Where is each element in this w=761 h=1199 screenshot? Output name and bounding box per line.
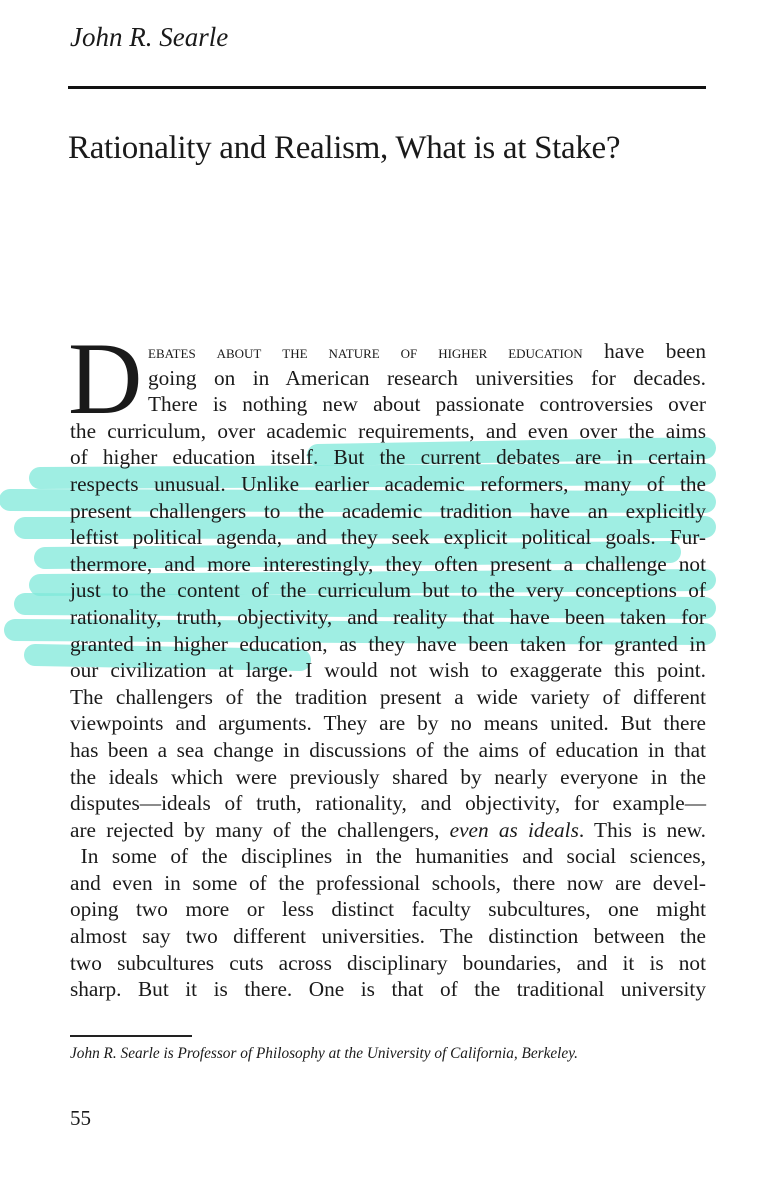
header-rule — [68, 86, 706, 89]
text-segment: are rejected by many of the challengers, — [70, 817, 450, 842]
text-line — [70, 710, 706, 737]
text-segment: respects unusual. Unlike earlier academic reformers, many of the — [70, 471, 706, 496]
text-line — [70, 737, 706, 764]
text-line — [70, 843, 706, 870]
text-segment: leftist political agenda, and they seek explicit political goals. Fur- — [70, 525, 706, 550]
text-segment: granted in higher education, as they have been taken for granted in — [70, 631, 706, 656]
text-line — [70, 657, 706, 684]
text-line — [70, 524, 706, 551]
text-line — [70, 976, 706, 1003]
text-line — [70, 577, 706, 604]
article-body — [70, 338, 706, 1003]
page-number: 55 — [70, 1106, 91, 1130]
drop-cap: D — [68, 322, 143, 436]
small-caps-text: ebates about the nature of higher education — [148, 342, 583, 363]
text-segment: the curriculum, over academic requirements, and even over the aims — [70, 418, 706, 443]
author-footnote: John R. Searle is Professor of Philosophy at the University of California, Berkeley. — [70, 1045, 578, 1062]
text-segment: In some of the disciplines in the humanities and social sciences, — [70, 844, 706, 869]
running-head-author: John R. Searle — [70, 22, 229, 52]
italic-text: even as ideals — [449, 817, 579, 842]
footnote-rule — [70, 1035, 192, 1037]
text-segment: have been — [582, 339, 706, 363]
text-line — [70, 631, 706, 658]
text-segment: and even in some of the professional schools, there now are devel- — [70, 870, 706, 895]
text-line — [148, 338, 706, 365]
text-line — [148, 365, 706, 392]
text-segment: our civilization at large. I would not wish to exaggerate this point. — [70, 658, 706, 683]
text-line — [70, 551, 706, 578]
text-segment: two subcultures cuts across disciplinary boundaries, and it is not — [70, 950, 706, 975]
text-line — [70, 764, 706, 791]
text-line — [70, 950, 706, 977]
text-segment: the ideals which were previously shared by nearly everyone in the — [70, 764, 706, 789]
text-segment: The challengers of the tradition present a wide variety of different — [70, 684, 706, 709]
text-line — [70, 604, 706, 631]
text-segment: going on in American research universities for decades. — [148, 365, 706, 390]
text-segment: viewpoints and arguments. They are by no means united. But there — [70, 711, 706, 736]
text-segment: There is nothing new about passionate controversies over — [148, 392, 706, 417]
text-segment: present challengers to the academic tradition have an explicitly — [70, 498, 706, 523]
text-segment: thermore, and more interestingly, they often present a challenge not — [70, 551, 706, 576]
text-segment: disputes—ideals of truth, rationality, and objectivity, for example— — [70, 791, 706, 816]
text-line — [70, 444, 706, 471]
text-line — [70, 790, 706, 817]
text-line — [70, 418, 706, 445]
text-segment: has been a sea change in discussions of the aims of education in that — [70, 737, 706, 762]
text-line — [70, 498, 706, 525]
text-segment: of higher education itself. But the current debates are in certain — [70, 445, 706, 470]
text-segment: . This is new. — [578, 817, 706, 842]
text-line — [70, 471, 706, 498]
text-line — [148, 391, 706, 418]
article-title: Rationality and Realism, What is at Stake? — [68, 130, 621, 166]
text-line — [70, 684, 706, 711]
text-line — [70, 870, 706, 897]
text-segment: almost say two different universities. The distinction between the — [70, 924, 706, 949]
text-segment: sharp. But it is there. One is that of the traditional university — [70, 977, 706, 1002]
text-line — [70, 923, 706, 950]
text-line — [70, 896, 706, 923]
text-segment: oping two more or less distinct faculty subcultures, one might — [70, 897, 706, 922]
text-segment: rationality, truth, objectivity, and reality that have been taken for — [70, 604, 706, 629]
text-line — [70, 817, 706, 844]
text-segment: just to the content of the curriculum but to the very conceptions of — [70, 578, 706, 603]
